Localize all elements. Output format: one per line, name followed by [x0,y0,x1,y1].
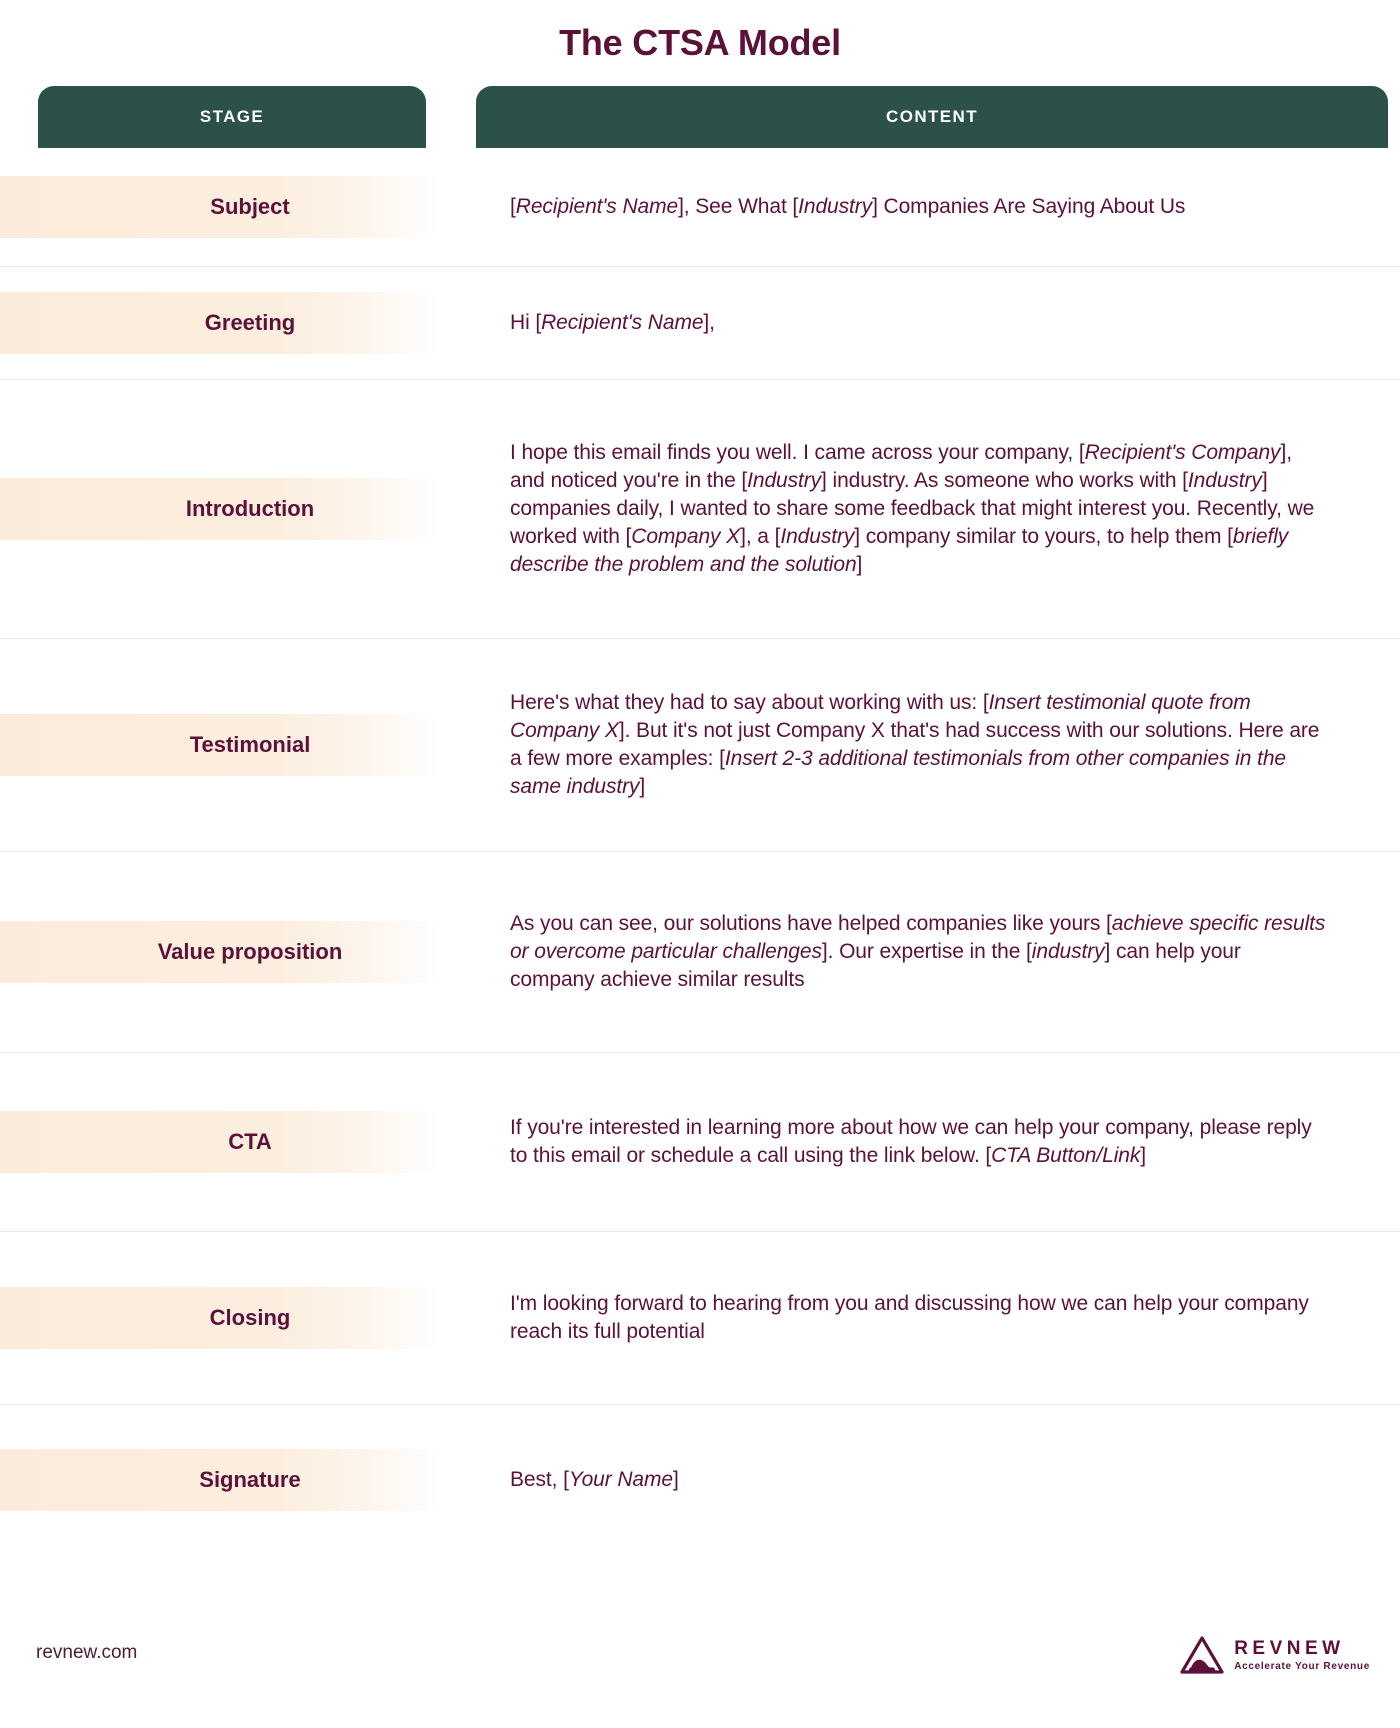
stage-cell [0,406,500,612]
logo-wordmark: REVNEW [1234,1637,1345,1659]
stage-cell [0,1258,500,1378]
stage-label: Closing [209,1305,291,1331]
table-row [0,380,1400,639]
content-cell: I hope this email finds you well. I came across your company, [Recipient's Company], and noticed you're in the [Industry] industry. As someone who works with [Industry] companies daily, I wanted to share some feedback that might interest you. Recently, we worked with [Company X], a [Industry] company similar to yours, to help them [briefly describe the problem and the solution] [510,441,1315,576]
stage-label: Value proposition [157,939,343,965]
page-footer [0,1608,1400,1728]
stage-label: Subject [210,194,290,220]
table-row [0,639,1400,852]
content-cell: As you can see, our solutions have helped companies like yours [achieve specific results or overcome particular challenges]. Our expertise in the [industry] can help your company achieve similar results [510,912,1326,991]
content-cell: Hi [Recipient's Name], [510,311,715,335]
table-row [0,267,1400,380]
logo-text [1234,1639,1370,1672]
stage-label: Testimonial [189,732,311,758]
table-row [0,1053,1400,1232]
table-row [0,1405,1400,1555]
stage-label: Greeting [204,310,296,336]
triangle-wave-icon [1180,1636,1224,1674]
revnew-logo [1180,1636,1370,1674]
table-row [0,852,1400,1053]
content-cell: Best, [Your Name] [510,1468,679,1492]
column-header-stage: STAGE [38,86,426,148]
stage-label: CTA [228,1129,272,1155]
stage-cell [0,1431,500,1529]
page-title: The CTSA Model [559,22,841,63]
table-body [0,148,1400,1555]
stage-cell [0,293,500,353]
content-cell: I'm looking forward to hearing from you and discussing how we can help your company reach its full potential [510,1292,1309,1343]
table-row [0,148,1400,267]
stage-cell [0,174,500,240]
stage-label: Introduction [185,496,315,522]
logo-tagline: Accelerate Your Revenue [1234,1660,1370,1672]
content-cell: [Recipient's Name], See What [Industry] Companies Are Saying About Us [510,195,1186,219]
stage-label: Signature [199,1467,301,1493]
stage-cell [0,878,500,1026]
table-header-row [0,86,1400,148]
content-cell: Here's what they had to say about working with us: [Insert testimonial quote from Company X]. But it's not just Company X that's had success with our solutions. Here are a few more examples: [Insert 2-3 additional testimonials from other companies in the same industry] [510,691,1320,798]
content-cell: If you're interested in learning more about how we can help your company, please reply to this email or schedule a call using the link below. [CTA Button/Link] [510,1116,1312,1167]
column-header-content: CONTENT [476,86,1388,148]
footer-website-url[interactable]: revnew.com [36,1642,138,1663]
stage-cell [0,1079,500,1205]
stage-cell [0,665,500,825]
table-row [0,1232,1400,1405]
